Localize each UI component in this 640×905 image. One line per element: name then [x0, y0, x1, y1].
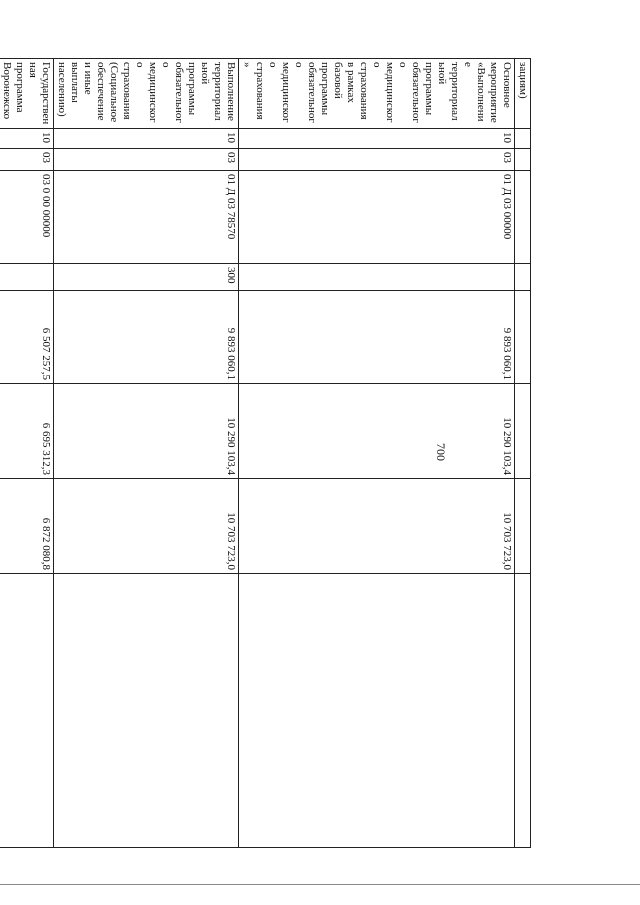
row-csr: 01 Д 03 78570 [54, 171, 239, 264]
table-row [0, 59, 54, 848]
row-amount-y2: 10 290 103,4 [239, 384, 515, 479]
table-row [54, 59, 239, 848]
row-amount-y1: 6 507 257,5 [0, 291, 54, 384]
row-pr: 03 [0, 149, 54, 171]
row-amount-y3: 6 872 080,8 [0, 479, 54, 574]
row-amount-y1: 9 893 060,1 [239, 291, 515, 384]
row-amount-y2: 10 290 103,4 [54, 384, 239, 479]
table-body [0, 59, 531, 848]
table-row [515, 59, 531, 848]
row-amount-y1: 9 893 060,1 [54, 291, 239, 384]
row-spacer [54, 574, 239, 848]
row-name: зациям) [515, 59, 531, 129]
row-rz: 10 [0, 129, 54, 149]
row-rz: 10 [239, 129, 515, 149]
table-row [239, 59, 515, 848]
row-name: Выполнение территориальной программы обязательного медицинского страхования (Социальное обеспечение и иные выплаты населению) [54, 59, 239, 129]
page-number: 700 [434, 443, 448, 461]
row-amount-y2 [515, 384, 531, 479]
row-vr [515, 264, 531, 291]
row-rz [515, 129, 531, 149]
row-csr: 01 Д 03 00000 [239, 171, 515, 264]
row-spacer [0, 574, 54, 848]
row-vr [0, 264, 54, 291]
row-csr [515, 171, 531, 264]
row-amount-y3: 10 703 723,0 [239, 479, 515, 574]
row-amount-y2: 6 695 312,3 [0, 384, 54, 479]
row-rz: 10 [54, 129, 239, 149]
row-spacer [515, 574, 531, 848]
row-amount-y1 [515, 291, 531, 384]
row-csr: 03 0 00 00000 [0, 171, 54, 264]
row-amount-y3: 10 703 723,0 [54, 479, 239, 574]
row-name: Основное мероприятие «Выполнение территориальной программы обязательного медицинского страхования в рамках базовой программы обязательного медицинского страхования» [239, 59, 515, 129]
bottom-rule [0, 884, 640, 885]
row-pr [515, 149, 531, 171]
row-name: Государственная программа Воронежско [0, 59, 54, 129]
row-pr: 03 [239, 149, 515, 171]
row-vr: 300 [54, 264, 239, 291]
row-vr [239, 264, 515, 291]
row-amount-y3 [515, 479, 531, 574]
row-pr: 03 [54, 149, 239, 171]
row-spacer [239, 574, 515, 848]
budget-table [1, 58, 531, 848]
